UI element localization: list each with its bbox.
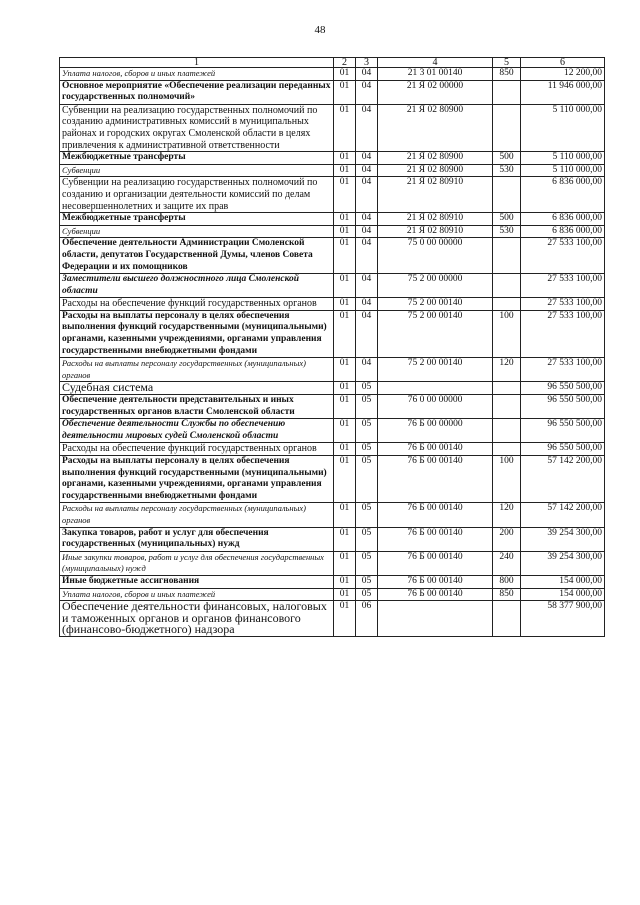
row-subsection: 04 [356, 274, 378, 298]
row-subsection: 05 [356, 588, 378, 601]
row-name: Расходы на обеспечение функций государственных органов [60, 298, 334, 311]
row-expense-type [493, 601, 521, 637]
row-subsection: 04 [356, 213, 378, 226]
row-subsection: 05 [356, 382, 378, 395]
row-subsection: 04 [356, 298, 378, 311]
row-target-article: 21 Я 02 80910 [378, 213, 493, 226]
row-target-article: 21 Я 02 80910 [378, 225, 493, 238]
table-row [60, 503, 605, 527]
table-row [60, 274, 605, 298]
row-expense-type [493, 274, 521, 298]
row-section: 01 [334, 419, 356, 443]
row-expense-type: 500 [493, 213, 521, 226]
row-expense-type [493, 395, 521, 419]
row-subsection: 04 [356, 152, 378, 165]
row-name: Заместители высшего должностного лица Смоленской области [60, 274, 334, 298]
row-subsection: 05 [356, 443, 378, 456]
row-expense-type [493, 238, 521, 274]
row-section: 01 [334, 80, 356, 104]
row-expense-type: 500 [493, 152, 521, 165]
table-row [60, 152, 605, 165]
row-name: Иные закупки товаров, работ и услуг для обеспечения государственных (муниципальных) нужд [60, 551, 334, 575]
table-row [60, 443, 605, 456]
row-name: Субвенции на реализацию государственных полномочий по созданию и организации деятельности комиссий по делам несовершеннолетних и защите их прав [60, 177, 334, 213]
row-section: 01 [334, 551, 356, 575]
row-amount: 27 533 100,00 [521, 274, 605, 298]
row-target-article: 75 2 00 00140 [378, 298, 493, 311]
table-row [60, 382, 605, 395]
row-section: 01 [334, 274, 356, 298]
row-name: Судебная система [60, 382, 334, 395]
row-target-article: 76 Б 00 00140 [378, 551, 493, 575]
row-amount: 5 110 000,00 [521, 152, 605, 165]
row-subsection: 04 [356, 238, 378, 274]
row-expense-type [493, 177, 521, 213]
row-name: Закупка товаров, работ и услуг для обеспечения государственных (муниципальных) нужд [60, 527, 334, 551]
row-name: Межбюджетные трансферты [60, 152, 334, 165]
row-target-article: 21 Я 02 80900 [378, 152, 493, 165]
row-section: 01 [334, 225, 356, 238]
col-header-name: 1 [60, 58, 334, 68]
row-target-article: 76 Б 00 00000 [378, 419, 493, 443]
table-row [60, 456, 605, 503]
row-subsection: 04 [356, 358, 378, 382]
table-row [60, 238, 605, 274]
row-section: 01 [334, 238, 356, 274]
row-amount: 154 000,00 [521, 575, 605, 588]
row-subsection: 05 [356, 551, 378, 575]
row-subsection: 05 [356, 575, 378, 588]
row-expense-type: 530 [493, 225, 521, 238]
row-amount: 27 533 100,00 [521, 358, 605, 382]
row-name: Субвенции [60, 164, 334, 177]
row-name: Межбюджетные трансферты [60, 213, 334, 226]
row-amount: 27 533 100,00 [521, 298, 605, 311]
table-row [60, 104, 605, 151]
row-target-article [378, 601, 493, 637]
row-subsection: 06 [356, 601, 378, 637]
row-name: Расходы на обеспечение функций государственных органов [60, 443, 334, 456]
row-expense-type [493, 80, 521, 104]
table-row [60, 298, 605, 311]
row-expense-type [493, 443, 521, 456]
row-amount: 57 142 200,00 [521, 456, 605, 503]
row-section: 01 [334, 152, 356, 165]
budget-table [59, 57, 605, 637]
row-section: 01 [334, 443, 356, 456]
row-expense-type: 200 [493, 527, 521, 551]
row-amount: 58 377 900,00 [521, 601, 605, 637]
row-amount: 5 110 000,00 [521, 104, 605, 151]
row-expense-type [493, 419, 521, 443]
row-target-article: 76 Б 00 00140 [378, 503, 493, 527]
row-subsection: 05 [356, 395, 378, 419]
row-name: Иные бюджетные ассигнования [60, 575, 334, 588]
table-row [60, 225, 605, 238]
table-row [60, 213, 605, 226]
table-row [60, 395, 605, 419]
col-header-subsection: 3 [356, 58, 378, 68]
row-subsection: 05 [356, 419, 378, 443]
row-name: Расходы на выплаты персоналу в целях обеспечения выполнения функций государственными (муниципальными) органами, казенными учреждениями, органами управления государственными внебюджетными фондами [60, 310, 334, 357]
row-subsection: 05 [356, 456, 378, 503]
col-header-section: 2 [334, 58, 356, 68]
row-amount: 11 946 000,00 [521, 80, 605, 104]
table-row [60, 601, 605, 637]
row-target-article: 75 2 00 00000 [378, 274, 493, 298]
row-target-article: 76 Б 00 00140 [378, 575, 493, 588]
row-target-article: 76 Б 00 00140 [378, 588, 493, 601]
row-section: 01 [334, 298, 356, 311]
row-name: Расходы на выплаты персоналу в целях обеспечения выполнения функций государственными (муниципальными) органами, казенными учреждениями, органами управления государственными внебюджетными фондами [60, 456, 334, 503]
table-row [60, 575, 605, 588]
row-target-article: 21 Я 02 80900 [378, 104, 493, 151]
table-row [60, 68, 605, 81]
row-target-article: 75 2 00 00140 [378, 358, 493, 382]
row-section: 01 [334, 382, 356, 395]
col-header-amount: 6 [521, 58, 605, 68]
row-amount: 6 836 000,00 [521, 213, 605, 226]
column-number-row [60, 58, 605, 68]
row-amount: 27 533 100,00 [521, 310, 605, 357]
table-row [60, 358, 605, 382]
row-expense-type: 100 [493, 310, 521, 357]
row-target-article [378, 382, 493, 395]
row-section: 01 [334, 575, 356, 588]
row-expense-type: 120 [493, 358, 521, 382]
row-amount: 96 550 500,00 [521, 443, 605, 456]
row-name: Субвенции [60, 225, 334, 238]
row-expense-type: 850 [493, 68, 521, 81]
row-section: 01 [334, 177, 356, 213]
row-section: 01 [334, 395, 356, 419]
row-target-article: 76 Б 00 00140 [378, 456, 493, 503]
row-subsection: 04 [356, 80, 378, 104]
row-name: Основное мероприятие «Обеспечение реализации переданных государственных полномочий» [60, 80, 334, 104]
table-row [60, 310, 605, 357]
row-section: 01 [334, 310, 356, 357]
row-target-article: 76 Б 00 00140 [378, 527, 493, 551]
row-subsection: 05 [356, 503, 378, 527]
col-header-expense-type: 5 [493, 58, 521, 68]
row-section: 01 [334, 456, 356, 503]
row-section: 01 [334, 527, 356, 551]
row-expense-type [493, 298, 521, 311]
row-subsection: 04 [356, 177, 378, 213]
row-expense-type: 100 [493, 456, 521, 503]
table-row [60, 177, 605, 213]
row-target-article: 75 0 00 00000 [378, 238, 493, 274]
table-row [60, 551, 605, 575]
row-amount: 96 550 500,00 [521, 382, 605, 395]
row-name: Обеспечение деятельности Службы по обеспечению деятельности мировых судей Смоленской области [60, 419, 334, 443]
page-number: 48 [314, 24, 326, 36]
row-expense-type [493, 104, 521, 151]
row-target-article: 21 Я 02 80900 [378, 164, 493, 177]
row-name: Уплата налогов, сборов и иных платежей [60, 588, 334, 601]
row-amount: 12 200,00 [521, 68, 605, 81]
table-row [60, 164, 605, 177]
row-target-article: 76 Б 00 00140 [378, 443, 493, 456]
row-target-article: 21 3 01 00140 [378, 68, 493, 81]
row-section: 01 [334, 503, 356, 527]
row-amount: 96 550 500,00 [521, 419, 605, 443]
row-expense-type [493, 382, 521, 395]
row-subsection: 04 [356, 68, 378, 81]
row-target-article: 76 0 00 00000 [378, 395, 493, 419]
row-expense-type: 120 [493, 503, 521, 527]
table-row [60, 419, 605, 443]
row-expense-type: 240 [493, 551, 521, 575]
row-name: Расходы на выплаты персоналу государственных (муниципальных) органов [60, 503, 334, 527]
row-target-article: 21 Я 02 00000 [378, 80, 493, 104]
row-section: 01 [334, 213, 356, 226]
row-expense-type: 800 [493, 575, 521, 588]
row-name: Обеспечение деятельности Администрации Смоленской области, депутатов Государственной Думы, членов Совета Федерации и их помощников [60, 238, 334, 274]
row-name: Уплата налогов, сборов и иных платежей [60, 68, 334, 81]
table-row [60, 80, 605, 104]
row-amount: 6 836 000,00 [521, 177, 605, 213]
row-amount: 96 550 500,00 [521, 395, 605, 419]
row-name: Обеспечение деятельности финансовых, налоговых и таможенных органов и органов финансового (финансово-бюджетного) надзора [60, 601, 334, 637]
table-row [60, 588, 605, 601]
row-subsection: 05 [356, 527, 378, 551]
row-name: Обеспечение деятельности представительных и иных государственных органов власти Смоленской области [60, 395, 334, 419]
row-section: 01 [334, 164, 356, 177]
row-expense-type: 530 [493, 164, 521, 177]
row-subsection: 04 [356, 310, 378, 357]
row-section: 01 [334, 601, 356, 637]
row-amount: 27 533 100,00 [521, 238, 605, 274]
row-amount: 39 254 300,00 [521, 551, 605, 575]
row-amount: 154 000,00 [521, 588, 605, 601]
row-amount: 39 254 300,00 [521, 527, 605, 551]
row-name: Расходы на выплаты персоналу государственных (муниципальных) органов [60, 358, 334, 382]
row-amount: 6 836 000,00 [521, 225, 605, 238]
row-section: 01 [334, 588, 356, 601]
row-name: Субвенции на реализацию государственных полномочий по созданию административных комиссий в муниципальных районах и городских округах Смоленской области в целях привлечения к административной ответственности [60, 104, 334, 151]
row-target-article: 75 2 00 00140 [378, 310, 493, 357]
row-section: 01 [334, 104, 356, 151]
row-amount: 57 142 200,00 [521, 503, 605, 527]
row-section: 01 [334, 68, 356, 81]
col-header-target-article: 4 [378, 58, 493, 68]
row-expense-type: 850 [493, 588, 521, 601]
row-subsection: 04 [356, 225, 378, 238]
row-amount: 5 110 000,00 [521, 164, 605, 177]
row-target-article: 21 Я 02 80910 [378, 177, 493, 213]
row-section: 01 [334, 358, 356, 382]
row-subsection: 04 [356, 164, 378, 177]
row-subsection: 04 [356, 104, 378, 151]
table-row [60, 527, 605, 551]
